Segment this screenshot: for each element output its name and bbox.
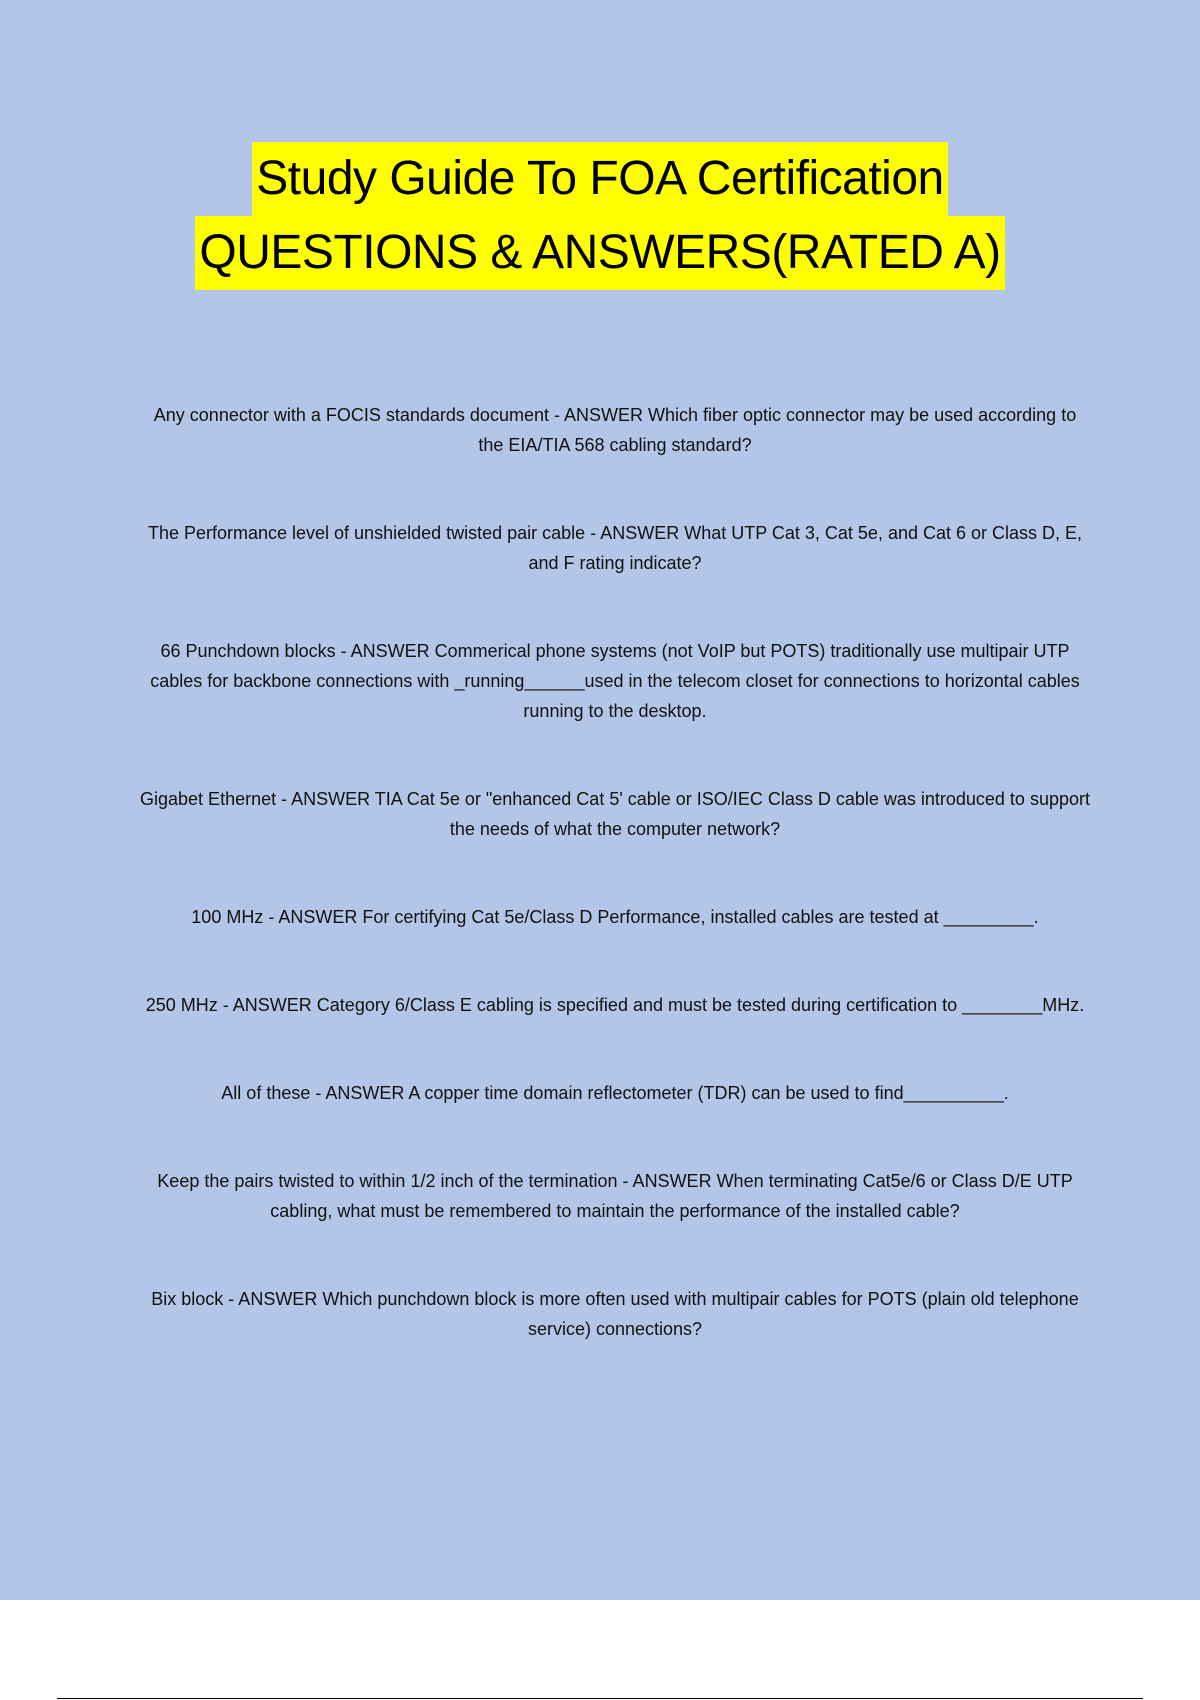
qa-item: Gigabet Ethernet - ANSWER TIA Cat 5e or "enhanced Cat 5' cable or ISO/IEC Class D cable was introduced to support the needs of what the computer network? [140,789,1090,839]
qa-item: 100 MHz - ANSWER For certifying Cat 5e/Class D Performance, installed cables are tested at _________. [191,907,1039,927]
title-line-2: QUESTIONS & ANSWERS(RATED A) [195,216,1004,290]
qa-item: The Performance level of unshielded twisted pair cable - ANSWER What UTP Cat 3, Cat 5e, and Cat 6 or Class D, E, and F rating indicate? [147,523,1083,573]
qa-item: 66 Punchdown blocks - ANSWER Commerical phone systems (not VoIP but POTS) traditionally use multipair UTP cables for backbone connections with _running______used in the telecom closet for connections to horizontal cables running to the desktop. [150,641,1080,721]
qa-item: All of these - ANSWER A copper time domain reflectometer (TDR) can be used to find__________. [221,1083,1009,1103]
qa-item: Any connector with a FOCIS standards document - ANSWER Which fiber optic connector may be used according to the EIA/TIA 568 cabling standard? [153,405,1077,455]
document-title [0,142,1200,290]
qa-list [140,400,1090,1344]
qa-item: Keep the pairs twisted to within 1/2 inch of the termination - ANSWER When terminating Cat5e/6 or Class D/E UTP cabling, what must be remembered to maintain the performance of the installed cable? [157,1171,1073,1221]
footer-divider [57,1698,1143,1699]
qa-item: Bix block - ANSWER Which punchdown block is more often used with multipair cables for POTS (plain old telephone service) connections? [151,1289,1079,1339]
title-line-1: Study Guide To FOA Certification [252,142,947,216]
qa-item: 250 MHz - ANSWER Category 6/Class E cabling is specified and must be tested during certification to ________MHz. [145,995,1085,1015]
